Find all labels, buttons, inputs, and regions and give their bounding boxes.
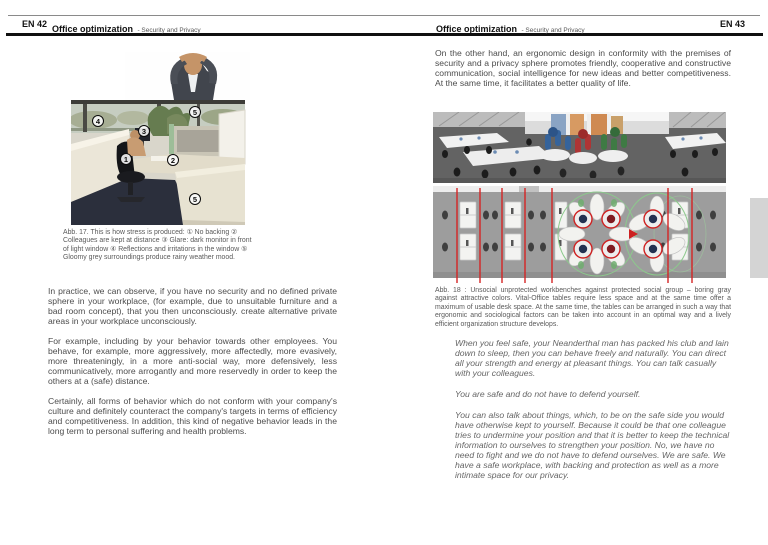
right-page-title: Office optimization [436, 24, 517, 34]
left-page-header [52, 19, 201, 37]
left-body-text [48, 286, 337, 446]
figure-stress-photo [71, 52, 250, 225]
figure-marker-3: 3 [138, 125, 150, 137]
figure-office-render [433, 112, 726, 283]
left-paragraph-1: In practice, we can observe, if you have no security and no defined private sphere in your workplace, (for example, due to unsuitable furniture and a bad room concept), that you then unconsciously. create alternative private areas in your workplace unconsciously. [48, 286, 337, 326]
stressed-man-photo [125, 52, 250, 100]
right-page-header [436, 19, 585, 37]
left-figure-caption: Abb. 17. This is how stress is produced: ① No backing ② Colleagues are kept at distance ③ Glare: dark monitor in front of light window ④ Reflections and irritations in the window ⑤ Gloomy grey surroundings produce rainy weather mood. [63, 229, 252, 262]
figure-marker-2: 2 [167, 154, 179, 166]
quote-paragraph-2: You are safe and do not have to defend yourself. [455, 389, 641, 399]
quote-paragraph-3: You can also talk about things, which, to be on the safe side you would have otherwise kept to yourself. Because it could be that one colleague tries to undermine your position and that it is better to keep the technical information to ourselves to strengthen your position. No, we have no need to fight and we do not have to defend ourselves. We are safe. We have a safe workplace, with backing and protection as well as a more intimate space for our privacy. [455, 410, 730, 480]
right-quote-text [455, 338, 731, 491]
left-paragraph-3: Certainly, all forms of behavior which do not conform with your company's culture and definitely counteract the company's targets in terms of efficiency and competitiveness. In addition, this kind of negative behavior leads in the long term to personal suffering and health problems. [48, 396, 337, 436]
figure-marker-5a: 5 [189, 106, 201, 118]
left-page-title: Office optimization [52, 24, 133, 34]
figure-marker-5b: 5 [189, 193, 201, 205]
left-page-subtitle: - Security and Privacy [137, 27, 201, 34]
figure-marker-1: 1 [120, 153, 132, 165]
figure-marker-4: 4 [92, 115, 104, 127]
right-intro-paragraph: On the other hand, an ergonomic design in conformity with the premises of security and a privacy sphere promotes friendly, cooperative and constructive communication, social intelligence for new ideas and better competitiveness. At the same time, it facilitates a better quality of life. [435, 48, 731, 88]
left-page-number: EN 42 [22, 19, 48, 29]
page-edge-tab [750, 198, 768, 278]
right-page-number: EN 43 [720, 19, 746, 29]
right-figure-caption: Abb. 18 : Unsocial unprotected workbenches against protected social group – boring gray against attractive colors. Vital-Office tables require less space and at the same time offer a maximum of usable desk space. At the same time, the tables can be arranged in such a way that ergonomic and sociological factors can be taken into account in an optimal way and a lively efficient organization structure develops. [435, 287, 731, 328]
wall-panel-orange-2 [591, 114, 607, 135]
right-page-subtitle: - Security and Privacy [521, 27, 585, 34]
quote-paragraph-1: When you feel safe, your Neanderthal man has packed his club and lain down to sleep, then you can behave freely and naturally. You can direct all your strength and energy at pleasant things. You can talk casually with your colleagues. [455, 338, 729, 378]
render-3d-view [433, 112, 726, 183]
left-paragraph-2: For example, including by your behavior towards other employees. You behave, for example, more aggressively, more affectedly, more evasively, more threateningly, in a more anti-social way, more defensively, less communicatively, more arrogantly and more reservedly in order to keep the others at a (safe) distance. [48, 336, 337, 386]
header-rule-thin [8, 15, 760, 16]
right-intro-text [435, 48, 731, 98]
plan-view [433, 186, 726, 283]
